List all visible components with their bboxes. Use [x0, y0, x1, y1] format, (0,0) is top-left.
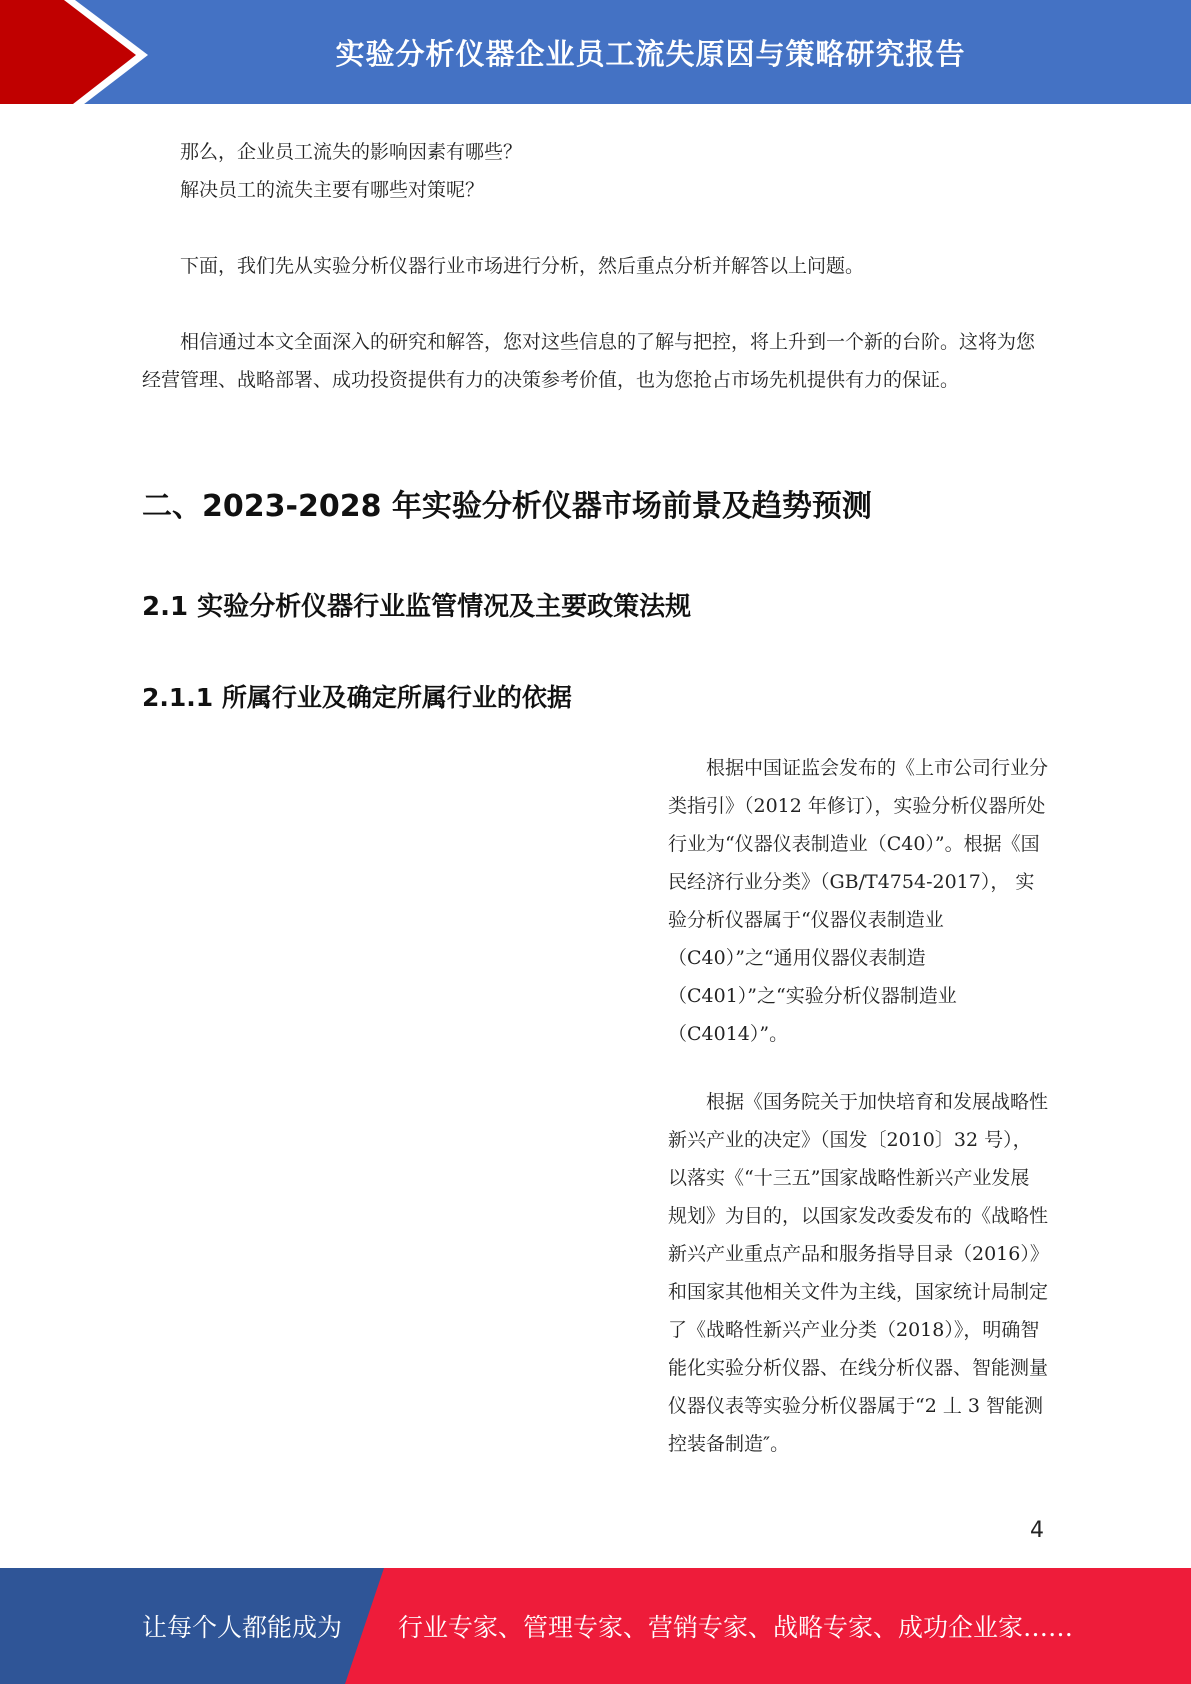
- report-title: 实验分析仪器企业员工流失原因与策略研究报告: [335, 36, 966, 71]
- page-header: [0, 0, 1191, 111]
- body-paragraph: 那么，企业员工流失的影响因素有哪些？: [180, 141, 523, 163]
- page-footer: [0, 1568, 1191, 1684]
- body-paragraph: 根据《国务院关于加快培育和发展战略性新兴产业的决定》（国发〔2010〕32 号），以落实《“十三五”国家战略性新兴产业发展规划》为目的，以国家发改委发布的《战略性新兴产业重点产品和服务指导目录（2016）》和国家其他相关文件为主线，国家统计局制定了《战略性新兴产业分类（2018）》，明确智能化实验分析仪器、在线分析仪器、智能测量仪器仪表等实验分析仪器属于“2 丄 3 智能测控装备制造″。: [668, 1091, 1049, 1455]
- footer-slogan-right: 行业专家、管理专家、营销专家、战略专家、成功企业家……: [398, 1613, 1074, 1642]
- body-paragraph: 下面，我们先从实验分析仪器行业市场进行分析，然后重点分析并解答以上问题。: [180, 255, 865, 277]
- subsection-heading: 2.1 实验分析仪器行业监管情况及主要政策法规: [142, 592, 692, 622]
- right-column: [668, 1083, 1048, 1463]
- body-paragraph: 相信通过本文全面深入的研究和解答，您对这些信息的了解与把控，将上升到一个新的台阶。这将为您经营管理、战略部署、成功投资提供有力的决策参考价值，也为您抢占市场先机提供有力的保证。: [142, 331, 1036, 391]
- right-column: [668, 749, 1048, 1053]
- section-heading: 二、2023-2028 年实验分析仪器市场前景及趋势预测: [142, 489, 872, 524]
- footer-slogan-left: 让每个人都能成为: [142, 1613, 343, 1642]
- body-paragraph: 根据中国证监会发布的《上市公司行业分类指引》（2012 年修订），实验分析仪器所处行业为“仪器仪表制造业（C40）”。根据《国民经济行业分类》（GB/T4754-2017）， 实验分析仪器属于“仪器仪表制造业（C40）”之“通用仪器仪表制造（C401）”之“实验分析仪器制造业（C4014）”。: [668, 757, 1049, 1045]
- subsubsection-heading: 2.1.1 所属行业及确定所属行业的依据: [142, 683, 572, 712]
- body-paragraph: 解决员工的流失主要有哪些对策呢？: [180, 179, 485, 201]
- page-number: 4: [1030, 1518, 1044, 1543]
